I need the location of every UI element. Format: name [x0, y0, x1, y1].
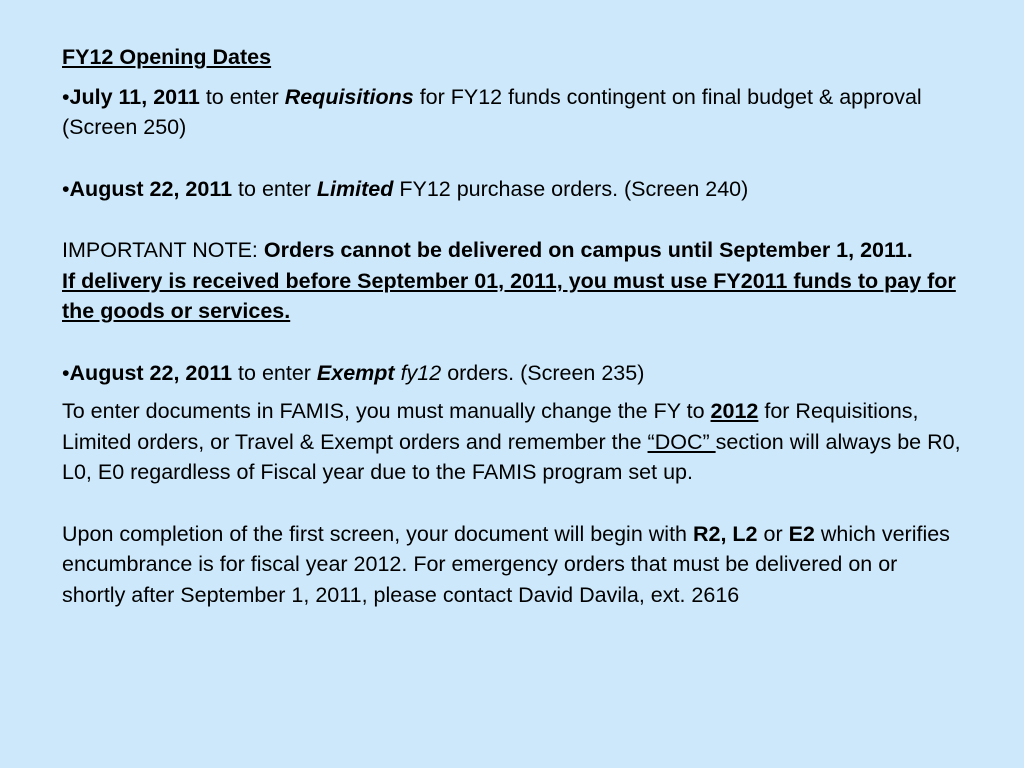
- codes-r2-l2: R2, L2: [692, 521, 758, 546]
- code-e2: E2: [788, 521, 815, 546]
- note-bold-text: Orders cannot be delivered on campus until September 1, 2011.: [263, 238, 913, 262]
- limited-date: August 22, 2011: [69, 176, 233, 201]
- bullet-limited: [62, 174, 962, 205]
- fy-value: 2012: [710, 399, 759, 423]
- bullet-requisitions: [62, 82, 962, 143]
- completion-text-a: Upon completion of the first screen, your document will begin with: [62, 521, 693, 546]
- famis-instructions: [62, 396, 962, 488]
- doc-label: “DOC”: [647, 429, 716, 454]
- requisitions-post: for FY12 funds contingent on final budget & approval (Screen 250): [62, 84, 922, 139]
- exempt-keyword: Exempt: [316, 360, 395, 385]
- slide-title: FY12 Opening Dates: [62, 45, 272, 69]
- exempt-keyword2: fy12: [394, 360, 442, 385]
- completion-instructions: [62, 519, 962, 611]
- completion-text-b: or: [757, 521, 789, 546]
- limited-keyword: Limited: [316, 176, 394, 201]
- famis-text-b: for Requisitions, Limited orders, or Travel & Exempt orders and remember the: [62, 399, 919, 454]
- requisitions-keyword: Requisitions: [284, 84, 414, 109]
- note-underlined-text: If delivery is received before September 01, 2011, you must use FY2011 funds to pay for the goods or services.: [62, 268, 956, 323]
- important-note: [62, 235, 962, 266]
- requisitions-pre: to enter: [199, 84, 285, 109]
- exempt-pre: to enter: [232, 360, 317, 385]
- bullet-marker: •: [62, 84, 70, 109]
- limited-post: FY12 purchase orders. (Screen 240): [393, 176, 749, 201]
- exempt-post: orders. (Screen 235): [441, 360, 645, 385]
- exempt-date: August 22, 2011: [69, 360, 233, 385]
- bullet-exempt: [62, 358, 962, 389]
- completion-text-c: which verifies encumbrance is for fiscal year 2012. For emergency orders that must be delivered on or shortly after September 1, 2011, please contact David Davila, ext. 2616: [62, 521, 950, 607]
- bullet-marker: •: [62, 176, 70, 201]
- famis-text-a: To enter documents in FAMIS, you must manually change the FY to: [62, 399, 711, 423]
- requisitions-date: July 11, 2011: [69, 84, 200, 109]
- slide-content: [62, 42, 962, 610]
- note-label: IMPORTANT NOTE:: [62, 238, 264, 262]
- famis-text-c: section will always be R0, L0, E0 regardless of Fiscal year due to the FAMIS program set up.: [62, 429, 961, 484]
- bullet-marker: •: [62, 360, 70, 385]
- limited-pre: to enter: [232, 176, 317, 201]
